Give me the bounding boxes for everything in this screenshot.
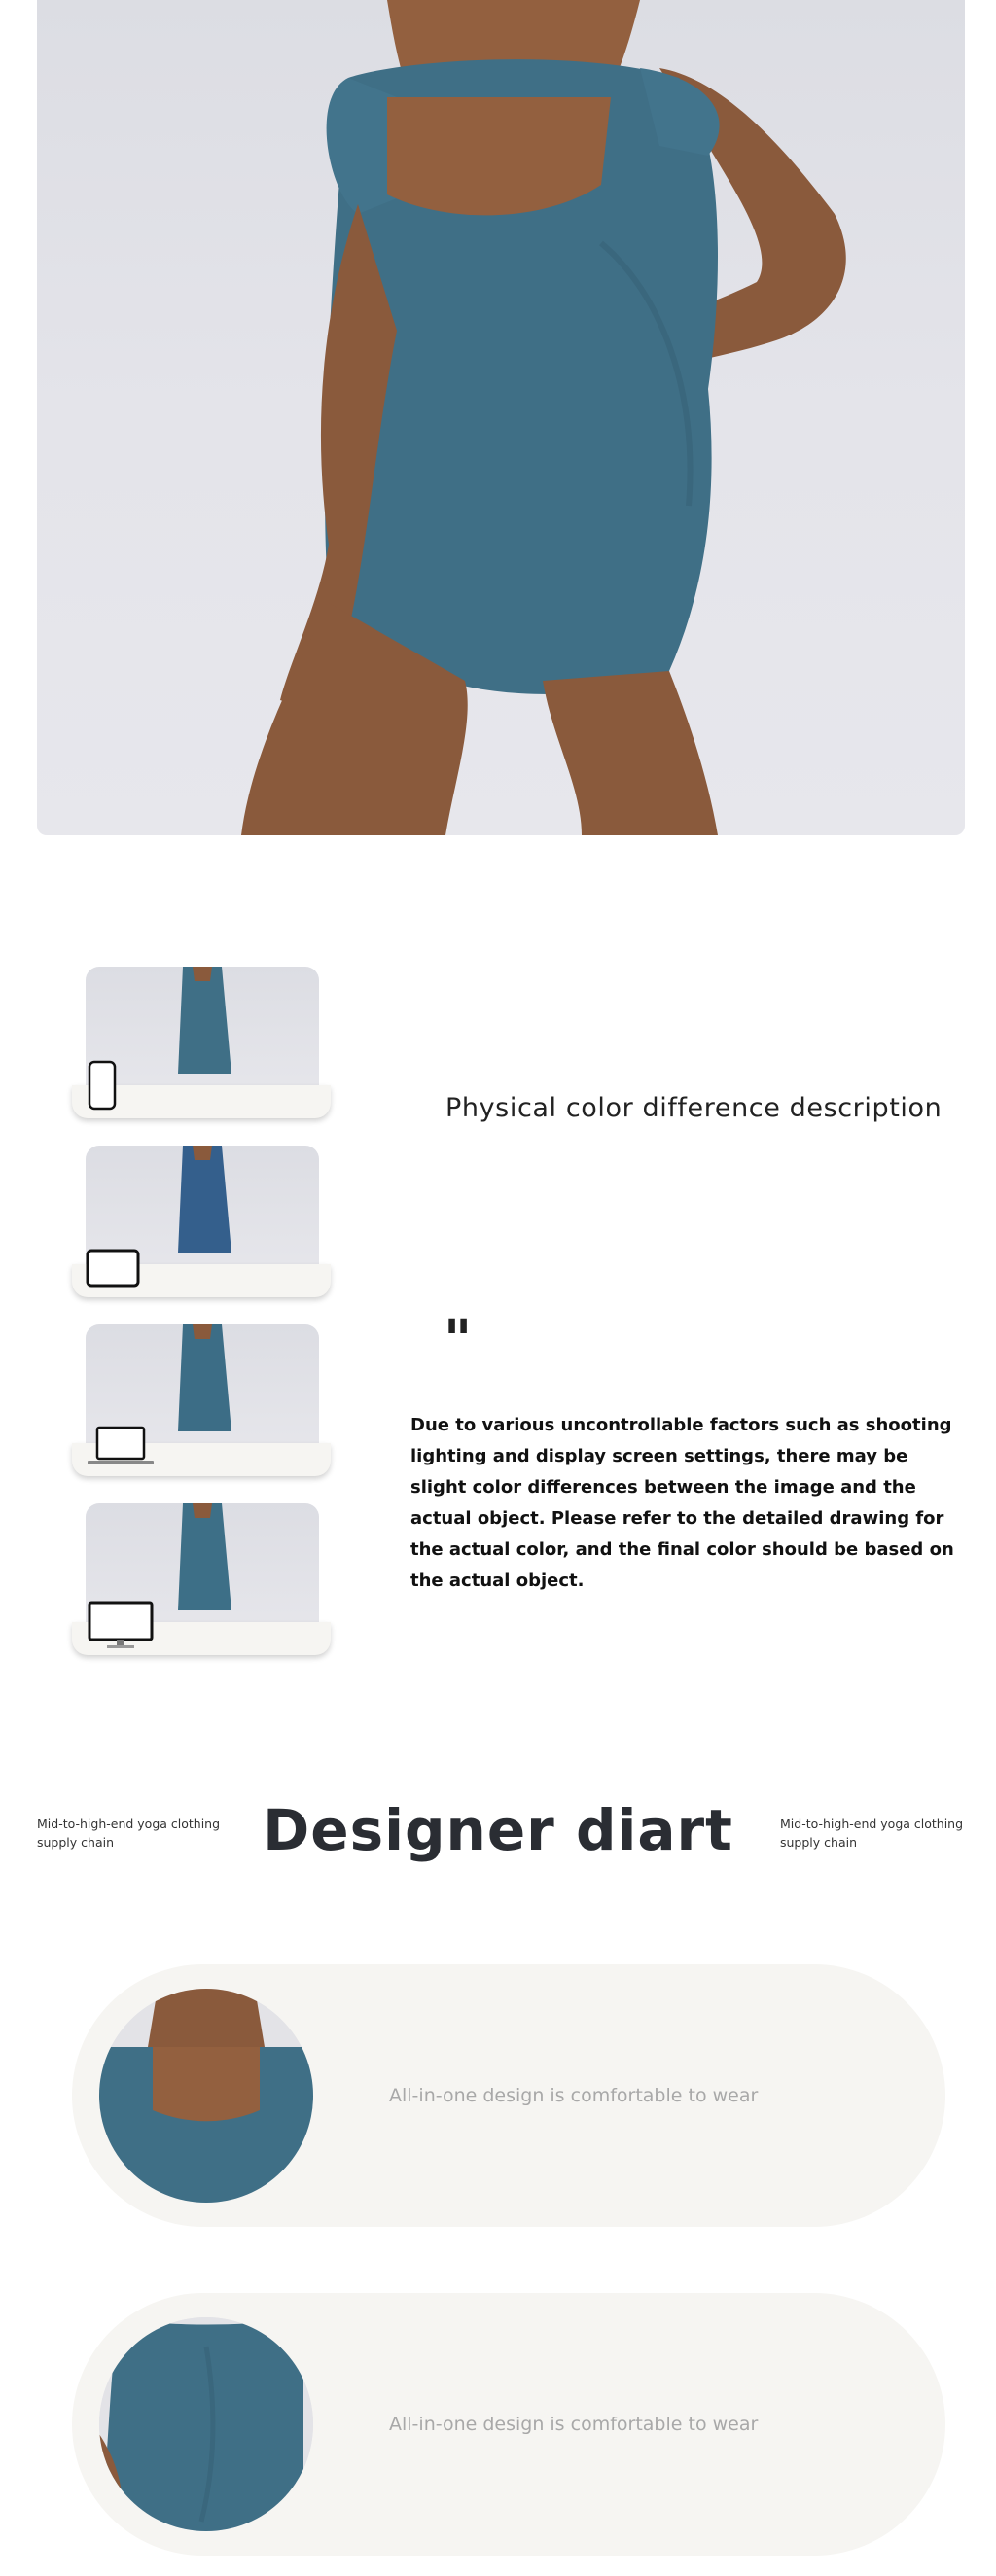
desktop-monitor-icon [88, 1601, 154, 1651]
feature-card-neckline [72, 1964, 945, 2227]
tablet-icon [86, 1249, 140, 1288]
feature-text: All-in-one design is comfortable to wear [389, 2085, 759, 2106]
color-swatch-laptop [72, 1324, 331, 1485]
left-side-note: Mid-to-high-end yoga clothing supply chain [37, 1817, 221, 1850]
phone-icon [88, 1060, 117, 1111]
back-detail-photo-icon [99, 2317, 313, 2531]
color-swatch-phone [72, 967, 331, 1127]
color-swatch-desktop [72, 1503, 331, 1664]
color-swatch-tablet [72, 1146, 331, 1306]
jumpsuit-model-illustration [37, 0, 965, 835]
feature-card-back [72, 2293, 945, 2556]
color-difference-description: Due to various uncontrollable factors such as shooting lighting and display screen settings, there may be slight color differences between the image and the actual object. Please refer to the detailed drawing for the actual color, and the final color should be based on the actual object. [410, 1415, 954, 1591]
laptop-icon [86, 1426, 156, 1466]
right-side-note: Mid-to-high-end yoga clothing supply chain [780, 1817, 964, 1850]
color-difference-title: Physical color difference description [445, 1093, 943, 1123]
neckline-detail-photo-icon [99, 1989, 313, 2203]
designer-title: Designer diart [263, 1797, 733, 1863]
quote-mark: " [444, 1308, 473, 1372]
hero-product-photo [37, 0, 965, 835]
feature-text: All-in-one design is comfortable to wear [389, 2414, 759, 2435]
